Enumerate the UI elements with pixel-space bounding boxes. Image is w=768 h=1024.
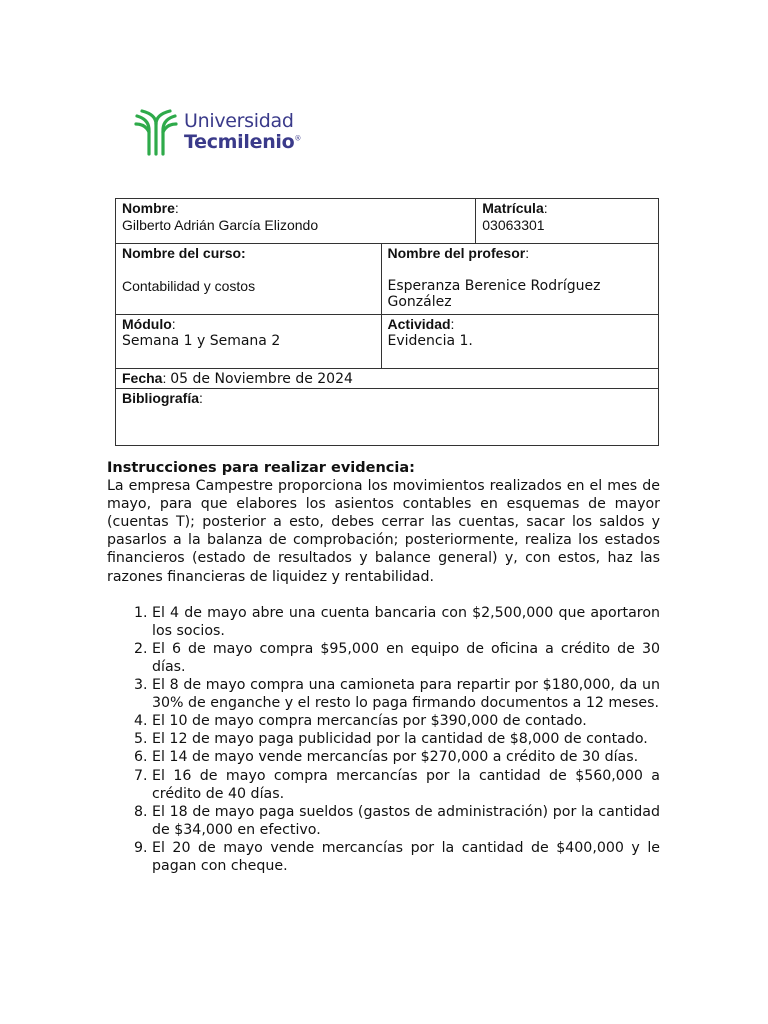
curso-cell <box>116 244 382 315</box>
instructions-paragraph: La empresa Campestre proporciona los movimientos realizados en el mes de mayo, para que elabores los asientos contables en esquemas de mayor (cuentas T); posterior a esto, debes cerrar las cuentas, sacar los saldos y pasarlos a la balanza de comprobación; posteriormente, realiza los estados financieros (estado de resultados y balance general) y, con estos, haz las razones financieras de liquidez y rentabilidad. <box>107 478 660 585</box>
logo-registered-mark: ® <box>294 134 302 143</box>
profesor-cell: Nombre del profesor: Esperanza Berenice Rodríguez González <box>381 244 658 315</box>
list-item: 1. El 4 de mayo abre una cuenta bancaria con $2,500,000 que aportaron los socios. <box>152 604 660 640</box>
university-logo <box>134 108 301 156</box>
actividad-value: Evidencia 1. <box>387 333 473 349</box>
fecha-label: Fecha <box>122 370 163 386</box>
list-item: 4. El 10 de mayo compra mercancías por $390,000 de contado. <box>152 712 660 730</box>
list-item: 8. El 18 de mayo paga sueldos (gastos de administración) por la cantidad de $34,000 en efectivo. <box>152 803 660 839</box>
actividad-label: Actividad <box>387 316 451 332</box>
profesor-label: Nombre del profesor <box>387 245 526 261</box>
instructions-section <box>107 459 660 875</box>
nombre-cell: Nombre: Gilberto Adrián García Elizondo <box>116 199 476 244</box>
list-item: 5. El 12 de mayo paga publicidad por la cantidad de $8,000 de contado. <box>152 730 660 748</box>
modulo-label: Módulo <box>122 316 172 332</box>
student-info-table <box>115 198 659 446</box>
fecha-cell: Fecha: 05 de Noviembre de 2024 <box>116 369 659 389</box>
tecmilenio-emblem-icon <box>134 108 178 156</box>
list-item: 2. El 6 de mayo compra $95,000 en equipo de oficina a crédito de 30 días. <box>152 640 660 676</box>
logo-line-2: Tecmilenio <box>184 131 295 153</box>
nombre-label: Nombre <box>122 200 175 216</box>
logo-line-1: Universidad <box>184 110 294 132</box>
instructions-heading: Instrucciones para realizar evidencia: <box>107 460 415 476</box>
modulo-value: Semana 1 y Semana 2 <box>122 333 281 349</box>
bibliografia-label: Bibliografía <box>122 390 200 406</box>
curso-label: Nombre del curso: <box>122 245 246 261</box>
list-item: 9. El 20 de mayo vende mercancías por la cantidad de $400,000 y le pagan con cheque. <box>152 839 660 875</box>
list-item: 6. El 14 de mayo vende mercancías por $270,000 a crédito de 30 días. <box>152 748 660 766</box>
matricula-label: Matrícula <box>482 200 544 216</box>
matricula-value: 03063301 <box>482 217 545 233</box>
nombre-value: Gilberto Adrián García Elizondo <box>122 217 319 233</box>
fecha-value: 05 de Noviembre de 2024 <box>170 371 353 387</box>
curso-value: Contabilidad y costos <box>122 278 256 294</box>
list-item: 3. El 8 de mayo compra una camioneta para repartir por $180,000, da un 30% de enganche y el resto lo paga firmando documentos a 12 meses. <box>152 676 660 712</box>
bibliografia-cell: Bibliografía: <box>116 389 659 446</box>
transactions-list <box>107 604 660 875</box>
actividad-cell: Actividad: Evidencia 1. <box>381 315 658 369</box>
list-item: 7. El 16 de mayo compra mercancías por la cantidad de $560,000 a crédito de 40 días. <box>152 767 660 803</box>
matricula-cell: Matrícula: 03063301 <box>476 199 659 244</box>
profesor-value: Esperanza Berenice Rodríguez González <box>387 278 601 310</box>
modulo-cell: Módulo: Semana 1 y Semana 2 <box>116 315 382 369</box>
